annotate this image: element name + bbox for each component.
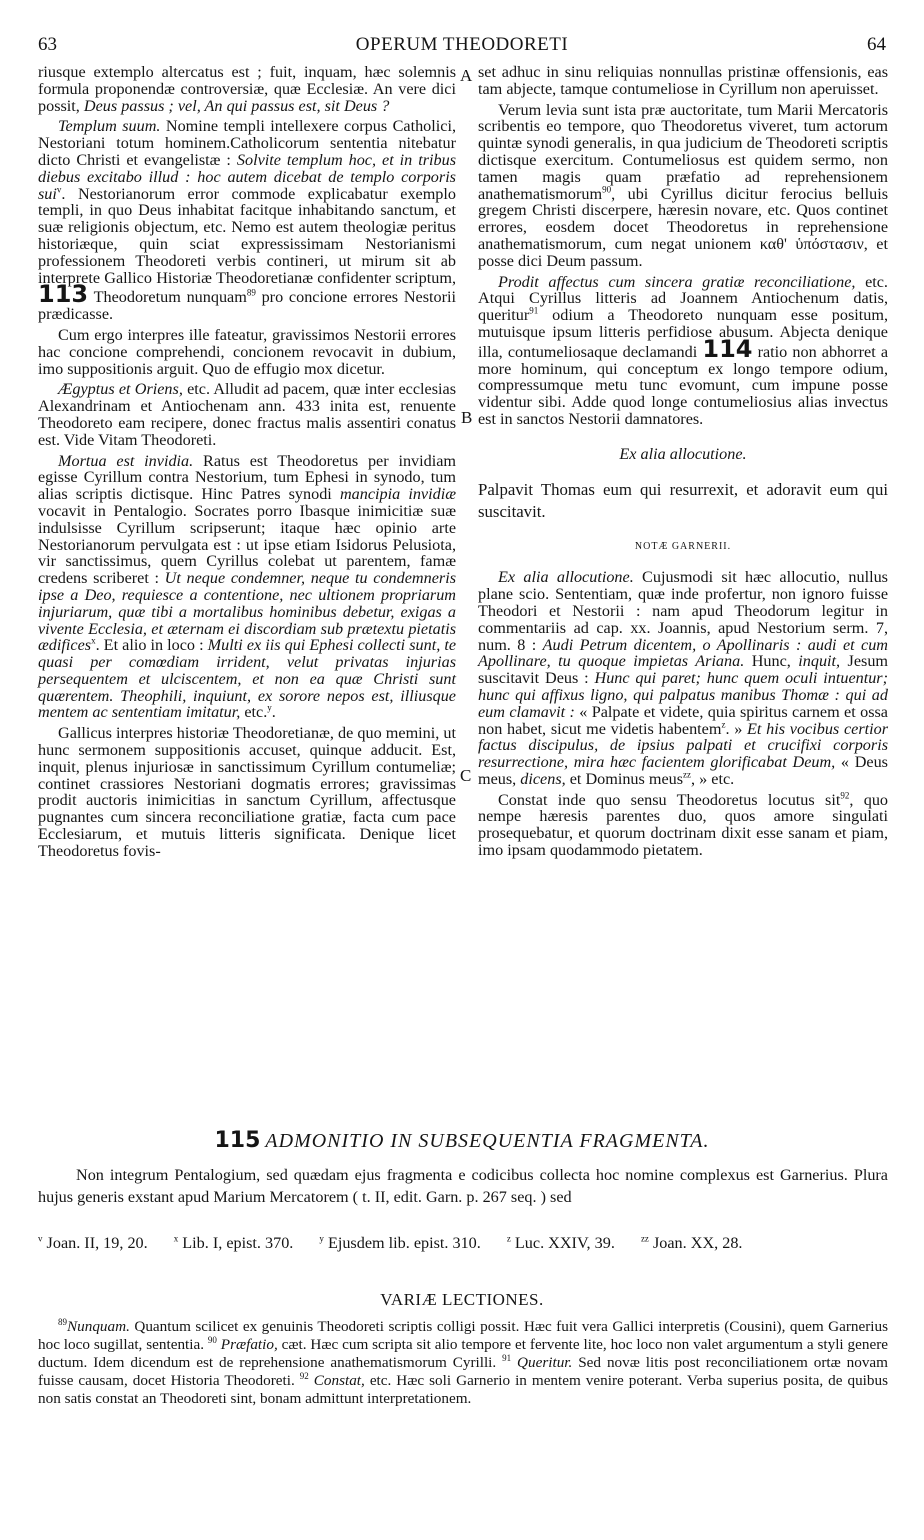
column-marker: 113: [38, 280, 89, 309]
paragraph: Mortua est invidia. Ratus est Theodoretus per invidiam egisse Cyrillum contra Nestorium, tum Ephesi in synodo, tum alias scriptis dictisque. Hinc Patres synodi mancipia invidiæ vocavit in Pentalogio. Socrates porro Ibasque inimicitiæ suæ indulsisse Cyrillum scripserunt; itaque hæc opinio arte Nestorianorum pervulgata est : ut ipse etiam Isidorus Pelusiota, vir sanctissimus, quem Cyrillus colebat ut parentem, famæ credens scriberet : Ut neque condemner, neque tu condemneris ipse a Deo, requiesce a contentione, nec ultionem propriarum injuriarum, quæ tibi a mortalibus hominibus debetur, exigas a vivente Ecclesia, et æternam ei discordiam sub prætextu pietatis ædifices$^x$. Et alio in loco : Multi ex iis qui Ephesi collecti sunt, te quasi per comœdiam irrident, velut privatas injurias persequentem et ulciscentem, et non ea quæ Christi sunt quærentem. Theophili, inquiunt, ex sorore nepos est, illiusque mentem ac sententiam imitatur, etc.$^y$.: [38, 451, 457, 722]
section-body: Non integrum Pentalogium, sed quædam ejus fragmenta e codicibus collecta hoc nomine complexus est Garnerius. Plura hujus generis exstant apud Marium Mercatorem ( t. II, edit. Garn. p. 267 seq. ) sed: [38, 1166, 888, 1206]
page-number-left: 63: [38, 34, 57, 55]
section-title-text: ADMONITIO IN SUBSEQUENTIA FRAGMENTA.: [265, 1130, 710, 1152]
paragraph: Ex alia allocutione. Cujusmodi sit hæc allocutio, nullus plane scio. Sententiam, quæ inde profertur, non ignoro fuisse Theodori et Nestorii : nam apud Theodorum legitur in commentariis ad cap. xx. Joannis, apud Nestorium serm. 7, num. 8 : Audi Petrum dicentem, o Apollinaris : audi et cum Apollinare, tu quoque impietas Ariana. Hunc, inquit, Jesum suscitavit Deus : Hunc qui paret; hunc quem oculi intuentur; hunc qui affixus ligno, qui palpatus manibus Thomæ : qui ad eum clamavit : « Palpate et videte, quia spiritus carnem et ossa non habet, sicut me videtis habentem$^z$. » Et his vocibus certior factus discipulus, de ipsius palpati et crucifixi corporis resurrectione, mira hæc facientem glorificabat Deum, « Deus meus, dicens, et Dominus meus$^{zz}$, » etc.: [478, 568, 889, 788]
paragraph: Gallicus interpres historiæ Theodoretianæ, de quo memini, ut hunc sermonem suppositionis accuset, quinque adducit. Est, inquit, plenus injuriosæ in sanctissimum Cyrillum contumeliæ; continet crassiores Nestoriani dogmatis errores; gravissimas prodit auctoris inimicitias in sanctum Cyrillum, affectusque pugnantes cum sincera reconciliatione gratiæ, facta cum pace Ecclesiarum, et mutuis litteris significata. Denique licet Theodoretus fovis-: [38, 724, 456, 860]
footnote-ref: 89: [246, 287, 256, 298]
variant-readings: $^{89}$Nunquam. Quantum scilicet ex genuinis Theodoreti scriptis colligi possit. Hæc fuit vera Gallici interpretis (Cousini), quem Garnerius hoc loco sugillat, sententia. $^{90}$ Præfatio, cæt. Hæc cum scripta sit alio tempore et fervente lite, hoc loco non valet argumentum a styli genere ductum. Idem dicendum est de reprehensione anathematismorum Cyrilli. $^{91}$ Queritur. Sed novæ litis post reconciliationem ortæ novam fuisse causam, docet Historia Theodoreti. $^{92}$ Constat, etc. Hæc soli Garnerio in mentem venire poterant. Verba superius posita, de quibus non satis constat an Theodoreti sint, bonam admittunt interpretationem.: [38, 1316, 888, 1407]
footnote: $^z$ Luc. XXIV, 39.: [506, 1233, 615, 1252]
footnote-ref: v: [56, 184, 62, 195]
footnote-ref: zz: [683, 769, 692, 780]
paragraph: Prodit affectus cum sincera gratiæ reconciliatione, etc. Atqui Cyrillus litteris ad Joannem Antiochenum datis, queritur$^{91}$ odium a Theodoreto nunquam esse positum, mutuisque ipsum litteris perfidiose abusum. Abjecta denique illa, contumeliosaque declamandi 114 ratio non abhorret a more hominum, qui conceptum ex longo tempore odium, compressumque metu tunc evomunt, cum impune posse videntur sibi. Adde quod longe contumeliosius alias invectus est in sanctos Nestorii damnatores.: [478, 272, 889, 428]
section-title: [0, 1128, 924, 1153]
running-title: OPERUM THEODORETI: [355, 34, 569, 55]
right-column: [478, 64, 888, 863]
allocution-text: Palpavit Thomas eum qui resurrexit, et adoravit eum qui suscitavit.: [478, 479, 888, 521]
page-number-right: 64: [867, 34, 886, 55]
allocution-heading: Ex alia allocutione.: [619, 444, 747, 463]
footnotes: [38, 1232, 888, 1254]
margin-letter-b: B: [461, 408, 473, 427]
footnote: $^v$ Joan. II, 19, 20.: [38, 1233, 148, 1252]
running-head: [0, 34, 924, 58]
variant-readings-title: VARIÆ LECTIONES.: [380, 1290, 544, 1309]
margin-letter-c: C: [460, 766, 472, 785]
paragraph: set adhuc in sinu reliquias nonnullas pristinæ offensionis, eas tam abjecte, tamque contumeliose in Cyrillum non aperuisset.: [478, 63, 888, 98]
paragraph: riusque extemplo altercatus est ; fuit, inquam, hæc solemnis formula proponendæ controversiæ, quæ Ecclesiæ. An vere dici possit, Deus passus ; vel, An qui passus est, sit Deus ?: [38, 63, 456, 115]
margin-letter-a: A: [460, 66, 473, 85]
paragraph: Cum ergo interpres ille fateatur, gravissimos Nestorii errores hac concione comprehendi, concionem revocavit in dubium, imo suppositionis arguit. Quo de effugio mox dicetur.: [38, 325, 456, 378]
paragraph: Verum levia sunt ista præ auctoritate, tum Marii Mercatoris scribentis eo tempore, quo Theodoretus viveret, tum actorum quintæ synodi generalis, in qua judicium de Theodoreti scriptis dictisque exercitum. Contumeliosus est quidem sermo, non tamen magis quam præfatio ad reprehensionem anathematismorum$^{90}$, ubi Cyrillus dicitur ferocius belluis gregem Christi discerpere, hæresin novare, etc. Quos continet errores, eosdem docet Theodoretus in reprehensione anathematismorum, cum negat unionem καθ' ὑπόστασιν, et posse dici Deum passum.: [478, 100, 888, 270]
footnote-ref: 90: [602, 184, 612, 195]
footnote-ref: 91: [529, 305, 539, 316]
column-marker: 115: [214, 1128, 261, 1153]
paragraph: Constat inde quo sensu Theodoretus locutus sit$^{92}$, quo nempe hæresis parentes duo, quos amore singulati prosequebatur, et quorum doctrinam dixit esse sanam et piam, imo ipsam quodammodo pietatem.: [478, 790, 888, 860]
footnote: $^{zz}$ Joan. XX, 28.: [640, 1233, 743, 1252]
paragraph: Ægyptus et Oriens, etc. Alludit ad pacem, quæ inter ecclesias Alexandrinam et Antiochenam ann. 433 inita est, renuente Theodoreto eam recipere, donec fractus malis assentiri conatus est. Vide Vitam Theodoreti.: [38, 380, 457, 449]
column-marker: 114: [702, 334, 753, 363]
footnote-ref: z: [721, 719, 726, 730]
footnote: $^x$ Lib. I, epist. 370.: [173, 1233, 294, 1252]
footnote: $^y$ Ejusdem lib. epist. 310.: [319, 1233, 481, 1252]
paragraph: Templum suum. Nomine templi intellexere corpus Catholici, Nestoriani totum hominem.Catholicorum sententia nitebatur dicto Christi et evangelistæ : Solvite templum hoc, et in tribus diebus excitabo illud : hoc autem dicebat de templo corporis sui$^v$. Nestorianorum error commode explicabatur exemplo templi, in quo Deus inhabitat facitque inhabitando sanctum, et suæ religionis objectum, etc. Nemo est autem theologiæ peritus historiæque, quin sciat expressissimam Nestorianismi professionem Theodoreti verbis contineri, ut mirum sit ab interprete Gallico Historiæ Theodoretianæ confidenter scriptum, 113 Theodoretum nunquam$^{89}$ pro concione errores Nestorii prædicasse.: [38, 117, 456, 324]
left-column: [38, 64, 456, 864]
notes-heading: NOTÆ GARNERII.: [634, 540, 732, 552]
footnote-ref: x: [91, 635, 96, 646]
footnote-ref: y: [267, 703, 272, 714]
footnote-ref: 92: [840, 790, 850, 801]
